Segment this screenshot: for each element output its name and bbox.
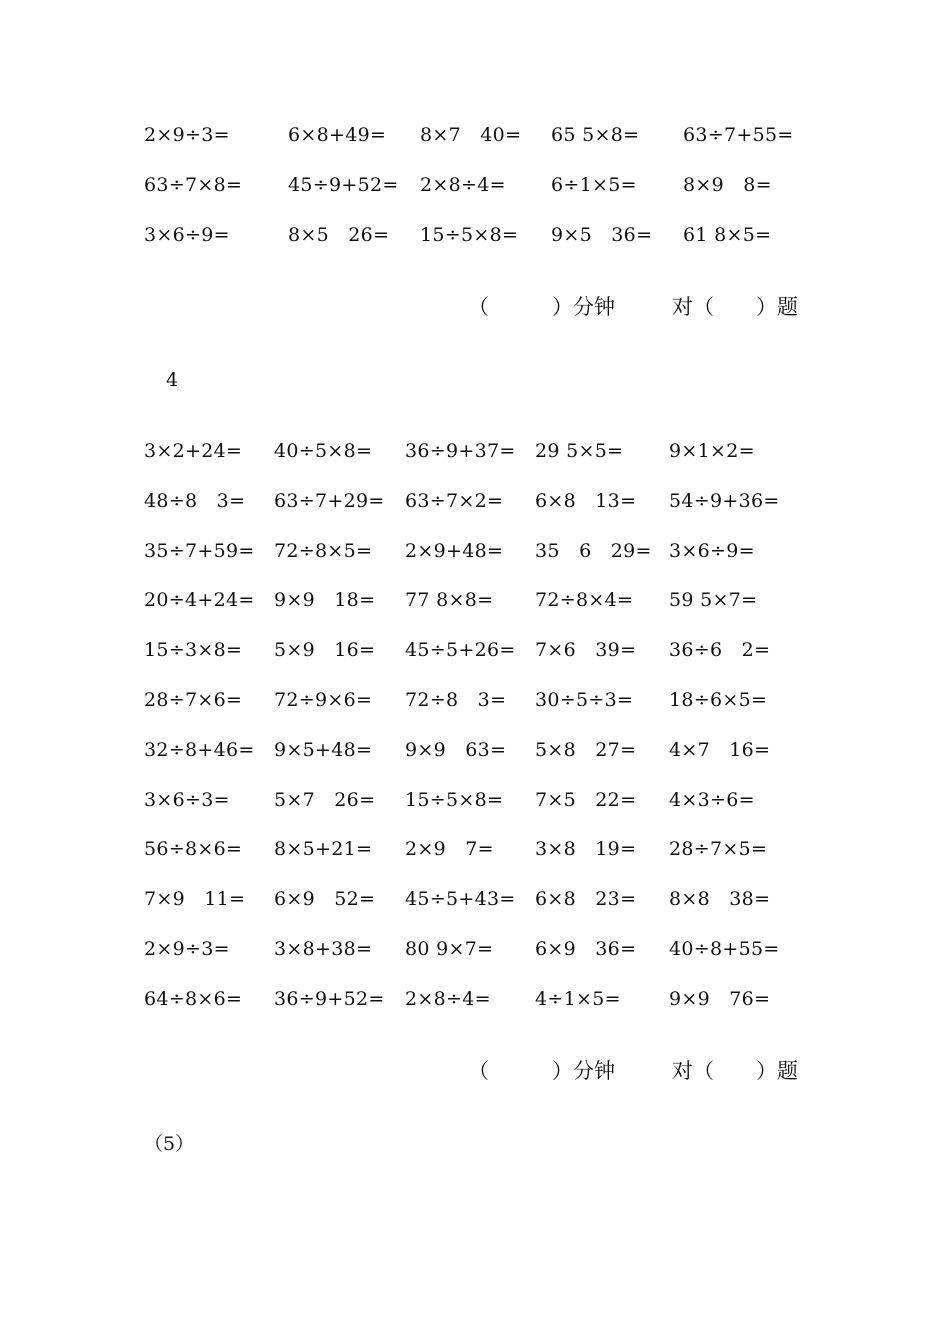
problem-row (0, 170, 950, 200)
arithmetic-problem: 5×8 27= (535, 738, 637, 761)
arithmetic-problem: 15÷5×8= (405, 788, 504, 811)
arithmetic-problem: 45÷5+43= (405, 888, 516, 911)
arithmetic-problem: 2×9÷3= (144, 938, 230, 960)
problem-row (0, 834, 950, 864)
minutes-field: （ ）分钟 (468, 295, 615, 319)
problem-row (0, 536, 950, 566)
arithmetic-problem: 28÷7×6= (144, 689, 243, 711)
problem-row (0, 934, 950, 964)
arithmetic-problem: 40÷8+55= (669, 938, 780, 960)
arithmetic-problem: 56÷8×6= (144, 838, 243, 861)
arithmetic-problem: 29 5×5= (535, 440, 624, 462)
arithmetic-problem: 35 6 29= (535, 539, 652, 562)
arithmetic-problem: 6×8+49= (288, 124, 387, 146)
arithmetic-problem: 32÷8+46= (144, 738, 255, 761)
arithmetic-problem: 3×6÷9= (669, 539, 755, 562)
arithmetic-problem: 36÷9+52= (274, 987, 385, 1010)
arithmetic-problem: 72÷8 3= (405, 689, 507, 711)
arithmetic-problem: 9×5+48= (274, 738, 373, 761)
arithmetic-problem: 18÷6×5= (669, 689, 768, 711)
minutes-field: （ ）分钟 (468, 1059, 615, 1083)
problem-row (0, 884, 950, 914)
arithmetic-problem: 80 9×7= (405, 938, 494, 960)
problem-row (0, 120, 950, 150)
arithmetic-problem: 6×8 13= (535, 489, 637, 512)
section-5-label: （5） (144, 1133, 195, 1155)
problem-row (0, 685, 950, 715)
problem-row (0, 486, 950, 516)
arithmetic-problem: 61 8×5= (683, 224, 772, 246)
arithmetic-problem: 9×9 63= (405, 738, 507, 761)
arithmetic-problem: 64÷8×6= (144, 987, 243, 1010)
arithmetic-problem: 28÷7×5= (669, 838, 768, 861)
arithmetic-problem: 63÷7×2= (405, 489, 504, 512)
arithmetic-problem: 3×8+38= (274, 938, 373, 960)
problem-row (0, 585, 950, 615)
arithmetic-problem: 3×2+24= (144, 440, 243, 462)
arithmetic-problem: 3×6÷9= (144, 224, 230, 246)
arithmetic-problem: 40÷5×8= (274, 440, 373, 462)
arithmetic-problem: 15÷3×8= (144, 639, 243, 662)
arithmetic-problem: 59 5×7= (669, 589, 758, 612)
problem-row (0, 785, 950, 815)
arithmetic-problem: 4×7 16= (669, 738, 771, 761)
arithmetic-problem: 45÷5+26= (405, 639, 516, 662)
arithmetic-problem: 36÷9+37= (405, 440, 516, 462)
arithmetic-problem: 63÷7+55= (683, 124, 794, 146)
arithmetic-problem: 9×9 18= (274, 589, 376, 612)
arithmetic-problem: 3×6÷3= (144, 788, 230, 811)
arithmetic-problem: 6÷1×5= (551, 174, 637, 196)
arithmetic-problem: 3×8 19= (535, 838, 637, 861)
arithmetic-problem: 9×1×2= (669, 440, 755, 462)
arithmetic-problem: 63÷7×8= (144, 174, 243, 196)
arithmetic-problem: 5×9 16= (274, 639, 376, 662)
arithmetic-problem: 15÷5×8= (420, 224, 519, 246)
arithmetic-problem: 72÷8×4= (535, 589, 634, 612)
problem-row (0, 436, 950, 466)
arithmetic-problem: 6×9 52= (274, 888, 376, 911)
arithmetic-problem: 2×8÷4= (420, 174, 506, 196)
arithmetic-problem: 65 5×8= (551, 124, 640, 146)
correct-count-field: 对（ ）题 (672, 1059, 798, 1083)
problem-row (0, 735, 950, 765)
problem-row (0, 635, 950, 665)
arithmetic-problem: 2×9÷3= (144, 124, 230, 146)
arithmetic-problem: 9×5 36= (551, 224, 653, 246)
arithmetic-problem: 2×9 7= (405, 838, 494, 861)
arithmetic-problem: 45÷9+52= (288, 174, 399, 196)
arithmetic-problem: 7×6 39= (535, 639, 637, 662)
arithmetic-problem: 4÷1×5= (535, 987, 621, 1010)
arithmetic-problem: 8×7 40= (420, 124, 522, 146)
arithmetic-problem: 9×9 76= (669, 987, 771, 1010)
section-4-footer (0, 1054, 950, 1088)
arithmetic-problem: 63÷7+29= (274, 489, 385, 512)
arithmetic-problem: 7×9 11= (144, 888, 246, 911)
arithmetic-problem: 2×8÷4= (405, 987, 491, 1010)
arithmetic-problem: 20÷4+24= (144, 589, 255, 612)
top-footer (0, 290, 950, 324)
arithmetic-problem: 35÷7+59= (144, 539, 255, 562)
arithmetic-problem: 72÷8×5= (274, 539, 373, 562)
arithmetic-problem: 54÷9+36= (669, 489, 780, 512)
arithmetic-problem: 8×8 38= (669, 888, 771, 911)
arithmetic-problem: 4×3÷6= (669, 788, 755, 811)
correct-count-field: 对（ ）题 (672, 295, 798, 319)
arithmetic-problem: 8×9 8= (683, 174, 772, 196)
arithmetic-problem: 48÷8 3= (144, 489, 246, 512)
section-4-label: 4 (166, 369, 179, 391)
arithmetic-problem: 8×5 26= (288, 224, 390, 246)
arithmetic-problem: 36÷6 2= (669, 639, 771, 662)
arithmetic-problem: 7×5 22= (535, 788, 637, 811)
arithmetic-problem: 2×9+48= (405, 539, 504, 562)
arithmetic-problem: 30÷5÷3= (535, 689, 634, 711)
arithmetic-problem: 5×7 26= (274, 788, 376, 811)
arithmetic-problem: 77 8×8= (405, 589, 494, 612)
arithmetic-problem: 8×5+21= (274, 838, 373, 861)
arithmetic-problem: 6×8 23= (535, 888, 637, 911)
problem-row (0, 984, 950, 1014)
problem-row (0, 220, 950, 250)
arithmetic-problem: 6×9 36= (535, 938, 637, 960)
arithmetic-problem: 72÷9×6= (274, 689, 373, 711)
